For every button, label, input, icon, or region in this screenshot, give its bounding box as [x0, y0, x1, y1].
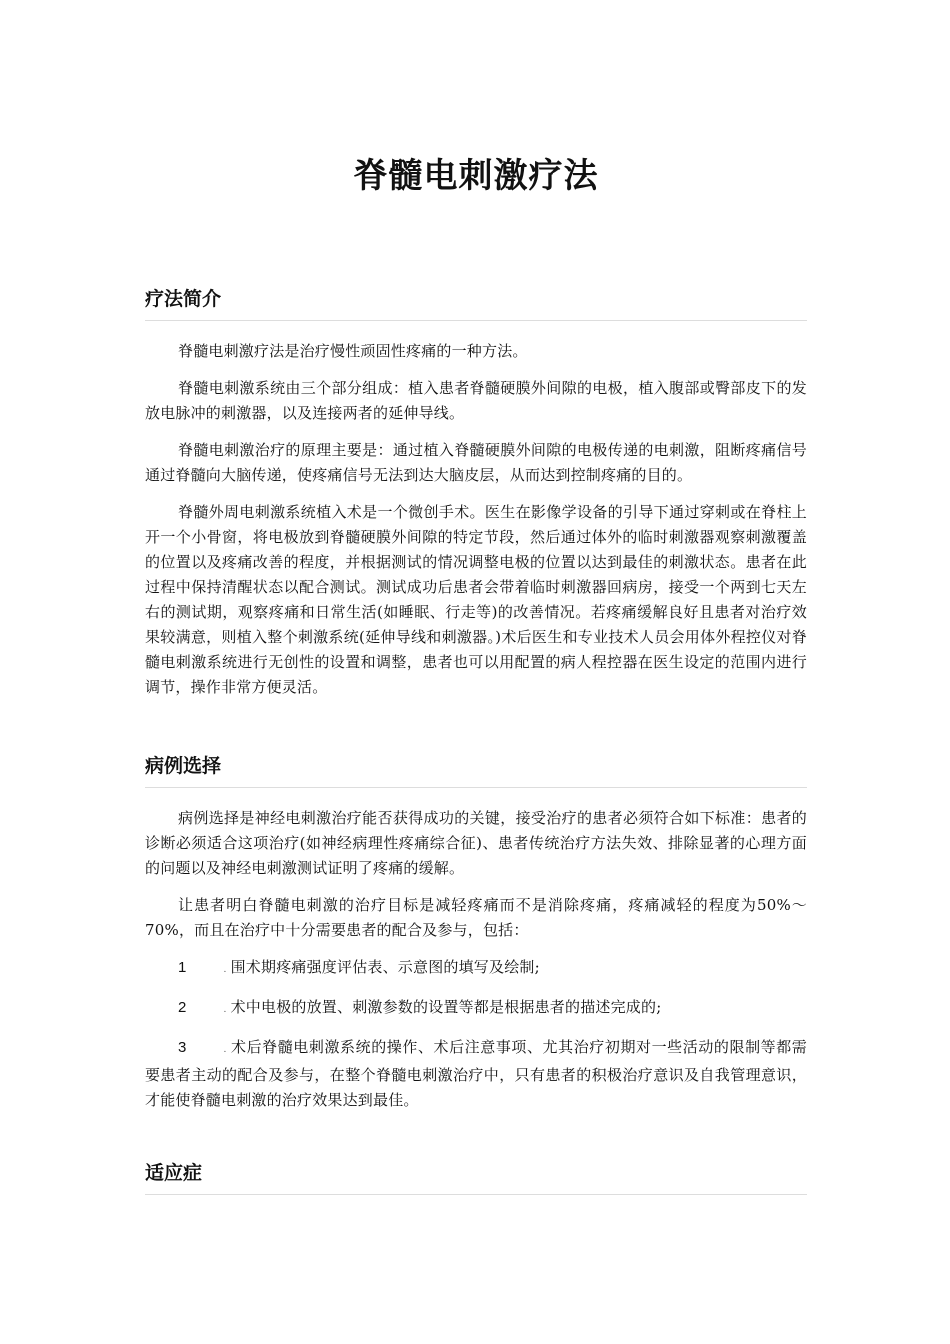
paragraph: 脊髓电刺激治疗的原理主要是：通过植入脊髓硬膜外间隙的电极传递的电刺激，阻断疼痛信号通过脊髓向大脑传递，使疼痛信号无法到达大脑皮层，从而达到控制疼痛的目的。	[145, 441, 807, 484]
paragraph: 脊髓电刺激系统由三个部分组成：植入患者脊髓硬膜外间隙的电极，植入腹部或臀部皮下的发放电脉冲的刺激器，以及连接两者的延伸导线。	[145, 379, 807, 422]
paragraph: 脊髓外周电刺激系统植入术是一个微创手术。医生在影像学设备的引导下通过穿刺或在脊柱上开一个小骨窗，将电极放到脊髓硬膜外间隙的特定节段，然后通过体外的临时刺激器观察刺激覆盖的位置以及疼痛改善的程度，并根据测试的情况调整电极的位置以达到最佳的刺激状态。患者在此过程中保持清醒状态以配合测试。测试成功后患者会带着临时刺激器回病房，接受一个两到七天左右的测试期，观察疼痛和日常生活(如睡眠、行走等)的改善情况。若疼痛缓解良好且患者对治疗效果较满意，则植入整个刺激系统(延伸导线和刺激器。)术后医生和专业技术人员会用体外程控仪对脊髓电刺激系统进行无创性的设置和调整，患者也可以用配置的病人程控器在医生设定的范围内进行调节，操作非常方便灵活。	[145, 503, 807, 696]
paragraph: 脊髓电刺激疗法是治疗慢性顽固性疼痛的一种方法。	[178, 342, 528, 360]
list-number: 3	[178, 1039, 187, 1056]
list-separator: .	[223, 965, 227, 975]
section-heading: 病例选择	[145, 752, 807, 788]
section-body	[145, 339, 807, 700]
section-indications	[145, 1159, 807, 1195]
list-item	[145, 1035, 807, 1113]
paragraph: 让患者明白脊髓电刺激的治疗目标是减轻疼痛而不是消除疼痛，疼痛减轻的程度为50%～70%，而且在治疗中十分需要患者的配合及参与，包括：	[145, 896, 807, 939]
list-item	[145, 955, 807, 983]
list-item	[145, 995, 807, 1023]
section-heading: 适应症	[145, 1159, 807, 1195]
list-separator: .	[223, 1005, 227, 1015]
list-text: 术后脊髓电刺激系统的操作、术后注意事项、尤其治疗初期对一些活动的限制等都需要患者主动的配合及参与，在整个脊髓电刺激治疗中，只有患者的积极治疗意识及自我管理意识，才能使脊髓电刺激的治疗效果达到最佳。	[145, 1038, 807, 1109]
list-separator: .	[223, 1045, 227, 1055]
section-heading: 疗法简介	[145, 285, 807, 321]
list-number: 2	[178, 999, 187, 1016]
document-title: 脊髓电刺激疗法	[353, 156, 599, 196]
section-therapy-intro	[145, 285, 807, 700]
section-case-selection	[145, 752, 807, 1113]
list-text: 围术期疼痛强度评估表、示意图的填写及绘制;	[230, 958, 540, 976]
list-text: 术中电极的放置、刺激参数的设置等都是根据患者的描述完成的;	[230, 998, 662, 1016]
paragraph: 病例选择是神经电刺激治疗能否获得成功的关键，接受治疗的患者必须符合如下标准：患者的诊断必须适合这项治疗(如神经病理性疼痛综合征)、患者传统治疗方法失效、排除显著的心理方面的问题以及神经电刺激测试证明了疼痛的缓解。	[145, 809, 807, 877]
section-body	[145, 806, 807, 1113]
list-number: 1	[178, 959, 187, 976]
